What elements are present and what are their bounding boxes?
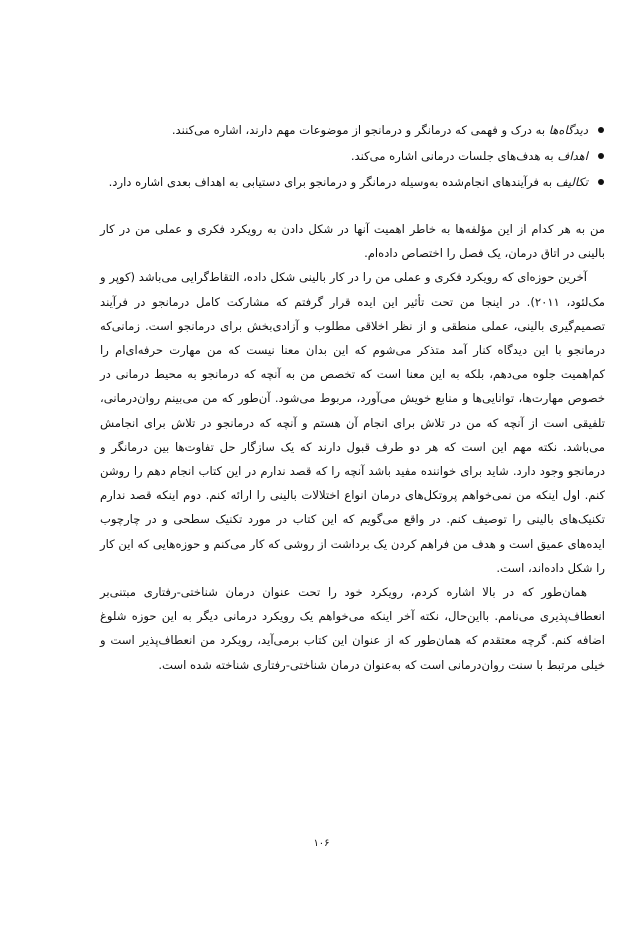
list-item (100, 118, 605, 142)
bullet-text: به درک و فهمی که درمانگر و درمانجو از موضوعات مهم دارند، اشاره می‌کنند. (171, 123, 549, 137)
bullet-term: تکالیف (555, 175, 588, 189)
list-item (100, 144, 605, 168)
paragraphs (100, 217, 605, 677)
paragraph: من به هر کدام از این مؤلفه‌ها به خاطر اهمیت آنها در شکل دادن به رویکرد فکری و عملی من در کار بالینی در اتاق درمان، یک فصل را اختصاص داده‌ام. (100, 222, 605, 261)
page-number: ۱۰۶ (313, 838, 330, 849)
bullet-icon (598, 153, 604, 159)
list-item (100, 170, 605, 194)
bullet-list (100, 118, 605, 194)
bullet-text: به فرآیندهای انجام‌شده به‌وسیله درمانگر و درمانجو برای دستیابی به اهداف بعدی اشاره دارد. (108, 175, 556, 189)
bullet-term: دیدگاه‌ها (548, 123, 588, 137)
bullet-icon (598, 127, 604, 133)
paragraph: آخرین حوزه‌ای که رویکرد فکری و عملی من را در کار بالینی شکل داده، التقاط‌گرایی می‌باشد (کوپر و مک‌لئود، ۲۰۱۱). در اینجا من تحت تأثیر این ایده قرار گرفتم که مشارکت کامل درمانجو در فرآیند تصمیم‌گیری بالینی، عملی منطقی و از نظر اخلاقی مطلوب و آزادی‌بخش برای درمانجو است. زمانی‌که درمانجو با این دیدگاه کنار آمد متذکر می‌شوم که این بدان معنا نیست که من مهارت حرفه‌ای‌ام را کم‌اهمیت جلوه می‌دهم، بلکه به این معنا است که تخصص من به آنچه که درمانجو به محیط درمانی در خصوص مهارت‌ها، توانایی‌ها و منابع خویش می‌آورد، مربوط می‌شود. آن‌طور که من می‌بینم روان‌درمانی، تلفیقی است از آنچه که من در تلاش برای انجام آن هستم و آنچه که درمانجو در تلاش برای انجامش می‌باشد. نکته مهم این است که هر دو طرف قبول دارند که یک سازگار حل تفاوت‌ها بین درمانگر و درمانجو وجود دارد. شاید برای خواننده مفید باشد آنچه را که قصد ندارم در این کتاب انجام دهم را روشن کنم. اول اینکه من نمی‌خواهم پروتکل‌های درمان انواع اختلالات بالینی را ارائه کنم. دوم اینکه قصد ندارم تکنیک‌های بالینی را توصیف کنم. در واقع می‌گویم که این کتاب در مورد تکنیک سطحی و در چارچوب ایده‌های عمیق است و هدف من فراهم کردن یک برداشت از روشی که کار می‌کنم و حوزه‌هایی که این کار را شکل داده‌اند، است. (100, 270, 605, 575)
bullet-term: اهداف (557, 149, 588, 163)
bullet-icon (598, 179, 604, 185)
paragraph: همان‌طور که در بالا اشاره کردم، رویکرد خود را تحت عنوان درمان شناختی-رفتاری مبتنی‌بر انعطاف‌پذیری می‌نامم. با‌این‌حال، نکته آخر اینکه می‌خواهم یک رویکرد درمانی دیگر به این حوزه شلوغ اضافه کنم. گرچه معتقدم که همان‌طور که از عنوان این کتاب برمی‌آید، رویکرد من انعطاف‌پذیر است و خیلی مرتبط با سنت روان‌درمانی است که به‌عنوان درمان شناختی-رفتاری شناخته شده است. (100, 585, 605, 672)
bullet-text: به هدف‌های جلسات درمانی اشاره می‌کند. (350, 149, 558, 163)
body-text (100, 118, 605, 677)
